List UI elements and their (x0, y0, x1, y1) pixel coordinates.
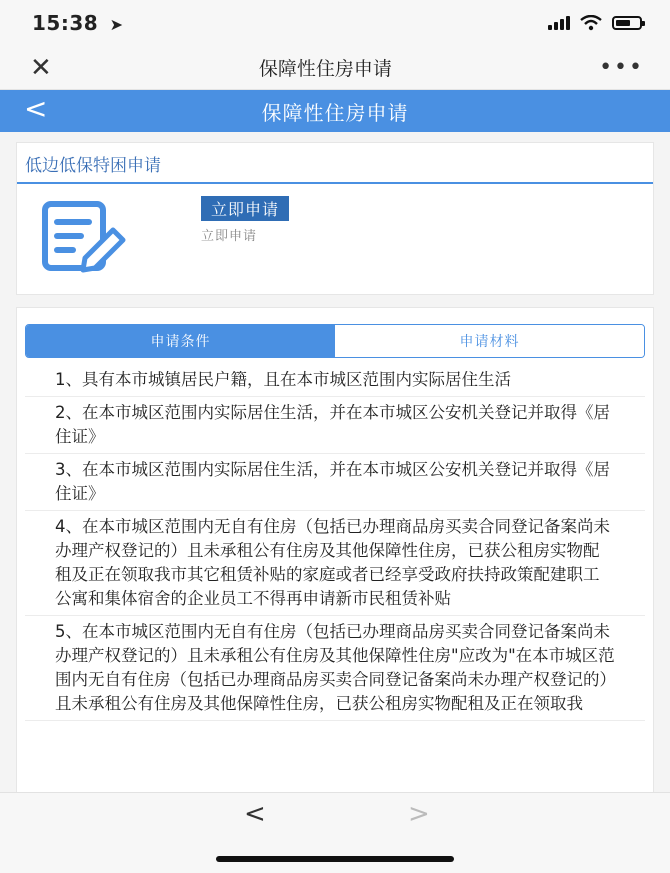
more-icon[interactable]: ••• (599, 54, 644, 80)
back-icon[interactable]: < (24, 92, 48, 125)
conditions-card (16, 307, 654, 827)
time-text: 15:38 (32, 11, 99, 35)
apply-row (17, 184, 653, 294)
system-icons (548, 15, 642, 31)
tab-materials[interactable]: 申请材料 (335, 325, 644, 357)
status-time (32, 11, 124, 35)
conditions-list (25, 364, 645, 721)
location-arrow-icon: ➤ (109, 15, 124, 34)
tab-bar (25, 324, 645, 358)
back-arrow-icon[interactable]: < (244, 799, 266, 829)
browser-nav-bar (0, 46, 670, 90)
main-content (0, 132, 670, 827)
wifi-icon (580, 15, 602, 31)
section-title: 低边低保特困申请 (17, 143, 653, 184)
close-icon[interactable]: ✕ (30, 52, 52, 83)
battery-icon (612, 16, 642, 30)
list-item: 2、在本市城区范围内实际居住生活，并在本市城区公安机关登记并取得《居住证》 (25, 397, 645, 454)
page-title: 保障性住房申请 (261, 100, 409, 125)
status-bar (0, 0, 670, 46)
list-item: 1、具有本市城镇居民户籍，且在本市城区范围内实际居住生活 (25, 364, 645, 397)
tab-conditions[interactable]: 申请条件 (26, 325, 335, 357)
list-item: 3、在本市城区范围内实际居住生活，并在本市城区公安机关登记并取得《居住证》 (25, 454, 645, 511)
home-indicator[interactable] (216, 856, 454, 862)
apply-now-button[interactable]: 立即申请 (201, 196, 289, 221)
document-edit-icon (41, 200, 131, 274)
apply-text-block (201, 196, 289, 244)
apply-card (16, 142, 654, 295)
browser-title: 保障性住房申请 (258, 58, 392, 80)
apply-subtitle: 立即申请 (201, 229, 258, 244)
list-item: 5、在本市城区范围内无自有住房（包括已办理商品房买卖合同登记备案尚未办理产权登记的）且未承租公有住房及其他保障性住房"应改为"在本市城区范围内无自有住房（包括已办理商品房买卖合同登记备案尚未办理产权登记的）且未承租公有住房及其他保障性住房，已获公租房实物配租及正在领取我 (25, 616, 645, 721)
app-header (0, 90, 670, 132)
list-item: 4、在本市城区范围内无自有住房（包括已办理商品房买卖合同登记备案尚未办理产权登记的）且未承租公有住房及其他保障性住房，已获公租房实物配租及正在领取我市其它租赁补贴的家庭或者已经享受政府扶持政策配建职工公寓和集体宿舍的企业员工不得再申请新市民租赁补贴 (25, 511, 645, 616)
signal-icon (548, 16, 570, 30)
forward-arrow-icon[interactable]: > (408, 799, 430, 829)
